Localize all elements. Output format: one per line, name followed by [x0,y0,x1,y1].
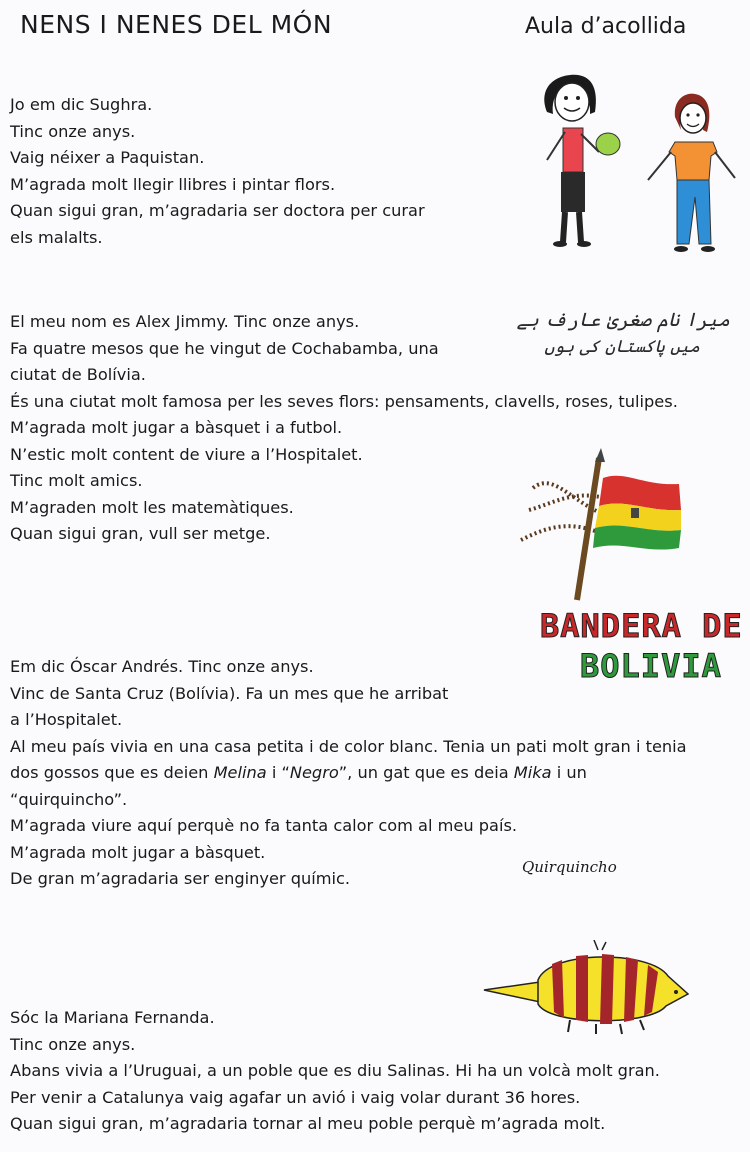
pet-name: Mika [513,763,552,782]
pet-name: Melina [213,763,267,782]
text-line: N’estic molt content de viure a l’Hospitalet. [10,444,363,464]
text-line: M’agrada viure aquí perquè no fa tanta calor com al meu país. [10,816,518,835]
text-line: Tinc onze anys. [10,1034,136,1054]
text-line: Tinc onze anys. [10,121,136,141]
text-line: Fa quatre mesos que he vingut de Cochabamba, una [10,338,439,358]
text-line: M’agrada molt jugar a bàsquet. [10,842,266,862]
text-line: els malalts. [10,227,103,247]
girl-left-figure [544,75,620,247]
text-line: És una ciutat molt famosa per les seves flors: pensaments, clavells, roses, tulipes. [10,391,678,411]
quirquincho-label: Quirquincho [522,858,617,876]
bolivia-flag-drawing [515,448,690,608]
text-line: Per venir a Catalunya vaig agafar un avió i vaig volar durant 36 hores. [10,1087,581,1107]
flag-caption-line2: BOLIVIA [580,647,722,685]
page-title: NENS I NENES DEL MÓN [20,10,333,39]
text-line: Em dic Óscar Andrés. Tinc onze anys. [10,657,314,676]
text-line: a l’Hospitalet. [10,710,123,729]
text-line: Quan sigui gran, m’agradaria ser doctora per curar [10,201,425,220]
text-line: Vaig néixer a Paquistan. [10,148,205,167]
text-line: Quan sigui gran, m’agradaria tornar al meu poble perquè m’agrada molt. [10,1114,606,1133]
text-line: Vinc de Santa Cruz (Bolívia). Fa un mes que he arribat [10,683,449,703]
urdu-line: میرا نام صغریٰ عارف ہے [516,309,730,331]
text-line: De gran m’agradaria ser enginyer químic. [10,869,351,888]
armadillo-drawing [480,940,692,1035]
text-line: Al meu país vivia en una casa petita i de color blanc. Tenia un pati molt gran i tenia [10,736,687,756]
text-line: Jo em dic Sughra. [10,95,153,114]
text-line: Quan sigui gran, vull ser metge. [10,524,271,543]
urdu-line: میں پاکستان کی ہوں [544,337,700,357]
text-line: El meu nom es Alex Jimmy. Tinc onze anys. [10,312,360,331]
text-line: “quirquincho”. [10,789,128,809]
pet-name: Negro [289,763,339,782]
text-line: Abans vivia a l’Uruguai, a un poble que es diu Salinas. Hi ha un volcà molt gran. [10,1061,660,1080]
text-line: Sóc la Mariana Fernanda. [10,1008,215,1027]
text-line: M’agrada molt jugar a bàsquet i a futbol. [10,418,343,437]
text-fragment: dos gossos que es deien [10,763,214,782]
text-line: ciutat de Bolívia. [10,365,146,384]
text-line: M’agrada molt llegir llibres i pintar flors. [10,174,336,194]
urdu-handwriting [490,306,730,360]
text-line-pets [10,760,687,787]
text-fragment: i “ [266,763,290,782]
page-subtitle: Aula d’acollida [525,14,687,39]
flag-caption [540,606,743,686]
text-fragment: i un [551,763,587,782]
text-line: M’agraden molt les matemàtiques. [10,497,294,517]
girl-right-figure [648,94,735,252]
text-fragment: ”, un gat que es deia [338,763,514,782]
section-sughra [10,92,425,251]
flag-caption-line1: BANDERA DE [540,607,743,645]
text-line: Tinc molt amics. [10,471,143,490]
girls-drawing [535,72,745,264]
section-oscar [10,654,687,893]
